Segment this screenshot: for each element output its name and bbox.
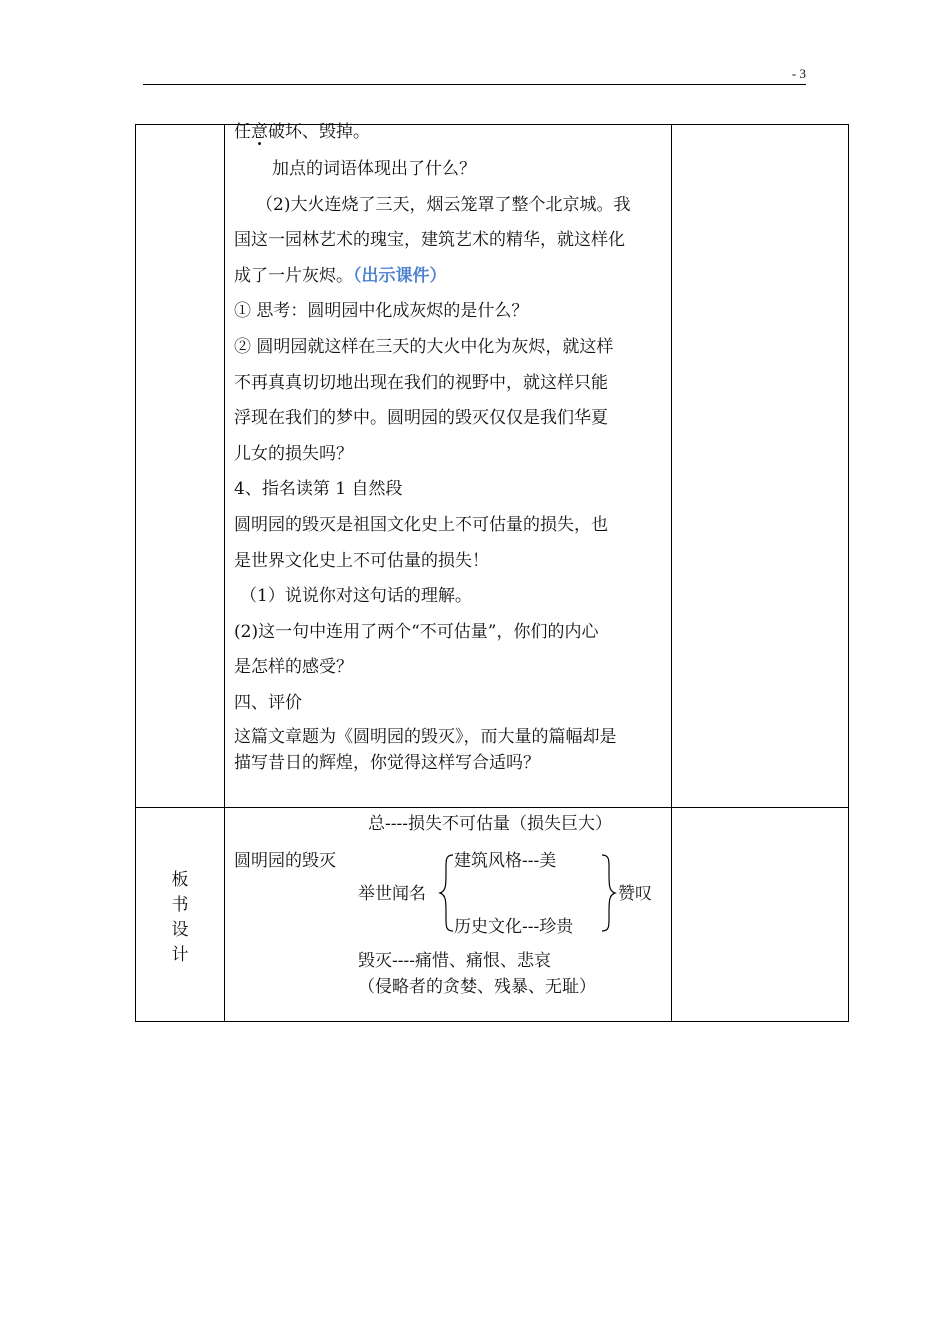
board-invaders: （侵略者的贪婪、残暴、无耻） bbox=[358, 977, 596, 997]
lesson-segment: 任 bbox=[234, 122, 251, 142]
row-divider bbox=[136, 807, 848, 808]
lesson-line: 浮现在我们的梦中。圆明园的毁灭仅仅是我们华夏 bbox=[234, 408, 608, 429]
column-divider-left bbox=[224, 125, 225, 1021]
lesson-line: 是世界文化史上不可估量的损失！ bbox=[234, 550, 489, 571]
board-famous: 举世闻名 bbox=[358, 884, 426, 904]
courseware-link[interactable]: （出示课件） bbox=[353, 265, 447, 286]
board-label-char: 书 bbox=[171, 895, 189, 915]
lesson-line bbox=[234, 118, 666, 152]
board-destroyed: 毁灭----痛惜、痛恨、悲哀 bbox=[358, 951, 551, 971]
lesson-line: 4、指名读第 1 自然段 bbox=[234, 479, 403, 500]
lesson-segment: 成了一片灰烬。 bbox=[234, 265, 353, 286]
page-number: - 3 bbox=[791, 66, 806, 81]
board-title: 圆明园的毁灭 bbox=[234, 851, 336, 871]
board-summary: 总----损失不可估量（损失巨大） bbox=[368, 814, 612, 834]
lesson-line: 国这一园林艺术的瑰宝，建筑艺术的精华，就这样化 bbox=[234, 230, 625, 251]
right-brace-icon bbox=[598, 853, 618, 933]
lesson-line: 四、评价 bbox=[234, 692, 302, 713]
emphasis-dotted-text: 意 bbox=[251, 122, 268, 142]
lesson-segment: 破坏、毁掉。 bbox=[268, 122, 370, 142]
lesson-line: ② 圆明园就这样在三天的大火中化为灰烬，就这样 bbox=[234, 336, 614, 357]
lesson-line: 儿女的损失吗？ bbox=[234, 443, 353, 464]
board-design-label bbox=[170, 868, 190, 968]
board-label-char: 计 bbox=[171, 945, 189, 965]
lesson-line: 描写昔日的辉煌，你觉得这样写合适吗？ bbox=[234, 752, 540, 773]
lesson-line bbox=[234, 259, 666, 295]
board-praise: 赞叹 bbox=[618, 884, 652, 904]
lesson-line: （2)大火连烧了三天，烟云笼罩了整个北京城。我 bbox=[256, 194, 631, 215]
lesson-line: （1）说说你对这句话的理解。 bbox=[240, 586, 472, 607]
lesson-line: ① 思考：圆明园中化成灰烬的是什么？ bbox=[234, 301, 529, 322]
board-history: 历史文化---珍贵 bbox=[454, 917, 574, 937]
lesson-content bbox=[234, 118, 666, 776]
lesson-line: 这篇文章题为《圆明园的毁灭》，而大量的篇幅却是 bbox=[234, 726, 617, 747]
board-label-char: 设 bbox=[171, 920, 189, 940]
board-architecture: 建筑风格---美 bbox=[454, 851, 557, 871]
column-divider-right bbox=[671, 125, 672, 1021]
left-brace-icon bbox=[437, 853, 457, 933]
board-label-char: 板 bbox=[171, 870, 189, 890]
lesson-line: 圆明园的毁灭是祖国文化史上不可估量的损失，也 bbox=[234, 514, 608, 535]
lesson-line: 不再真真切切地出现在我们的视野中，就这样只能 bbox=[234, 372, 608, 393]
lesson-line: (2)这一句中连用了两个“不可估量”，你们的内心 bbox=[234, 621, 599, 642]
header-rule bbox=[143, 84, 806, 85]
lesson-line: 是怎样的感受？ bbox=[234, 657, 353, 678]
lesson-line: 加点的词语体现出了什么？ bbox=[272, 159, 476, 179]
